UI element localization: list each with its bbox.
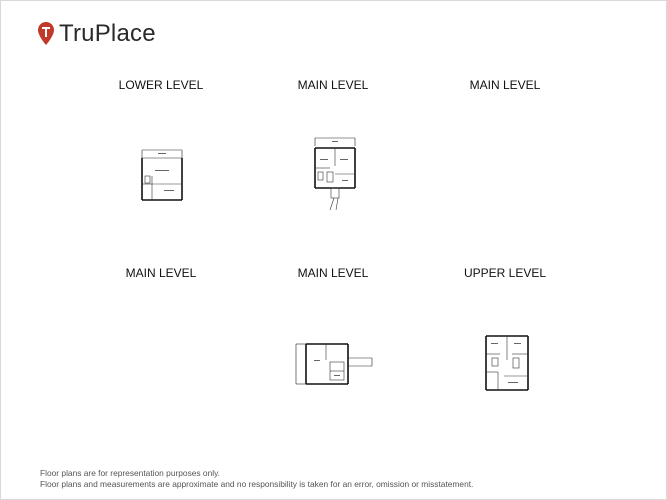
level-title-main-2: MAIN LEVEL [469, 78, 541, 92]
level-title-main-4: MAIN LEVEL [297, 266, 369, 280]
disclaimer-line-2: Floor plans and measurements are approximate and no responsibility is taken for an error, omission or misstatement. [40, 478, 474, 489]
floor-plan-main-level-2 [292, 340, 376, 386]
level-title-lower: LOWER LEVEL [118, 78, 204, 92]
level-title-upper: UPPER LEVEL [463, 266, 547, 280]
level-title-main-1: MAIN LEVEL [297, 78, 369, 92]
floor-plan-upper-level [482, 332, 532, 392]
brand-name: TruPlace [59, 20, 156, 47]
floor-plan-lower-level [140, 146, 184, 202]
disclaimer-line-1: Floor plans are for representation purposes only. [40, 468, 221, 478]
truplace-logo [37, 20, 156, 48]
level-title-main-3: MAIN LEVEL [125, 266, 197, 280]
floor-plan-main-level [310, 134, 360, 212]
disclaimer [40, 468, 473, 489]
map-pin-icon [37, 21, 55, 47]
